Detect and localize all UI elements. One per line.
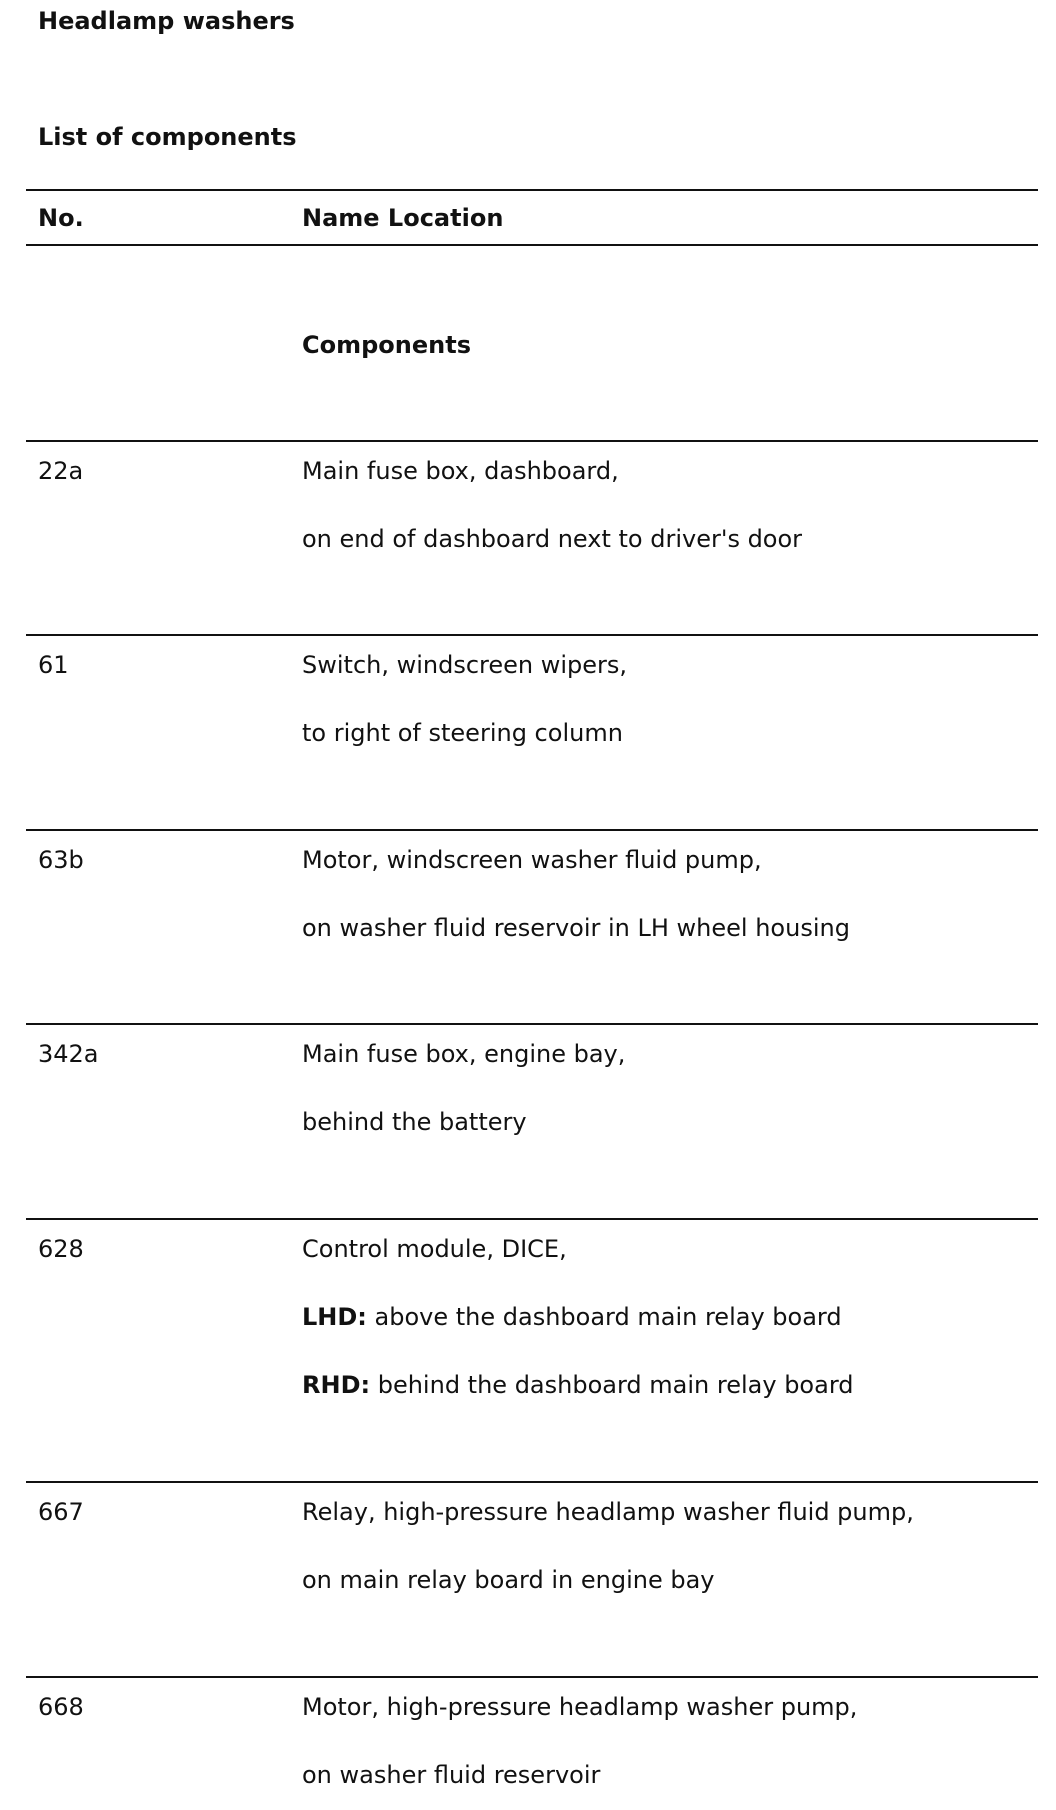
component-location: behind the battery <box>302 1108 527 1136</box>
row-divider <box>26 829 1038 831</box>
rhd-label: RHD: <box>302 1371 371 1399</box>
component-name: Control module, DICE, <box>302 1235 567 1263</box>
component-number: 667 <box>38 1498 84 1526</box>
column-header-name-location: Name Location <box>302 204 504 232</box>
component-number: 668 <box>38 1693 84 1721</box>
component-name: Motor, high-pressure headlamp washer pump, <box>302 1693 858 1721</box>
component-location-lhd <box>302 1302 842 1332</box>
column-header-no: No. <box>38 204 84 232</box>
header-bottom-rule <box>26 244 1038 246</box>
component-location: to right of steering column <box>302 719 623 747</box>
component-location: on end of dashboard next to driver's door <box>302 525 803 553</box>
components-section-label: Components <box>302 331 471 359</box>
row-divider <box>26 1218 1038 1220</box>
row-divider <box>26 634 1038 636</box>
component-name: Switch, windscreen wipers, <box>302 651 628 679</box>
component-location: on washer fluid reservoir in LH wheel housing <box>302 914 850 942</box>
header-top-rule <box>26 189 1038 191</box>
section-title: List of components <box>38 123 297 151</box>
component-name: Main fuse box, dashboard, <box>302 457 619 485</box>
lhd-location: above the dashboard main relay board <box>366 1303 842 1331</box>
component-number: 628 <box>38 1235 84 1263</box>
row-divider <box>26 1676 1038 1678</box>
component-location: on main relay board in engine bay <box>302 1566 715 1594</box>
document-title: Headlamp washers <box>38 7 295 35</box>
row-divider <box>26 1481 1038 1483</box>
component-name: Main fuse box, engine bay, <box>302 1040 626 1068</box>
component-name: Relay, high-pressure headlamp washer fluid pump, <box>302 1498 914 1526</box>
lhd-label: LHD: <box>302 1303 367 1331</box>
component-name: Motor, windscreen washer fluid pump, <box>302 846 762 874</box>
component-number: 342a <box>38 1040 99 1068</box>
component-number: 22a <box>38 457 84 485</box>
component-number: 63b <box>38 846 84 874</box>
rhd-location: behind the dashboard main relay board <box>370 1371 854 1399</box>
row-divider <box>26 1023 1038 1025</box>
component-number: 61 <box>38 651 69 679</box>
row-divider <box>26 440 1038 442</box>
component-location-rhd <box>302 1370 854 1400</box>
component-location: on washer fluid reservoir <box>302 1761 601 1789</box>
